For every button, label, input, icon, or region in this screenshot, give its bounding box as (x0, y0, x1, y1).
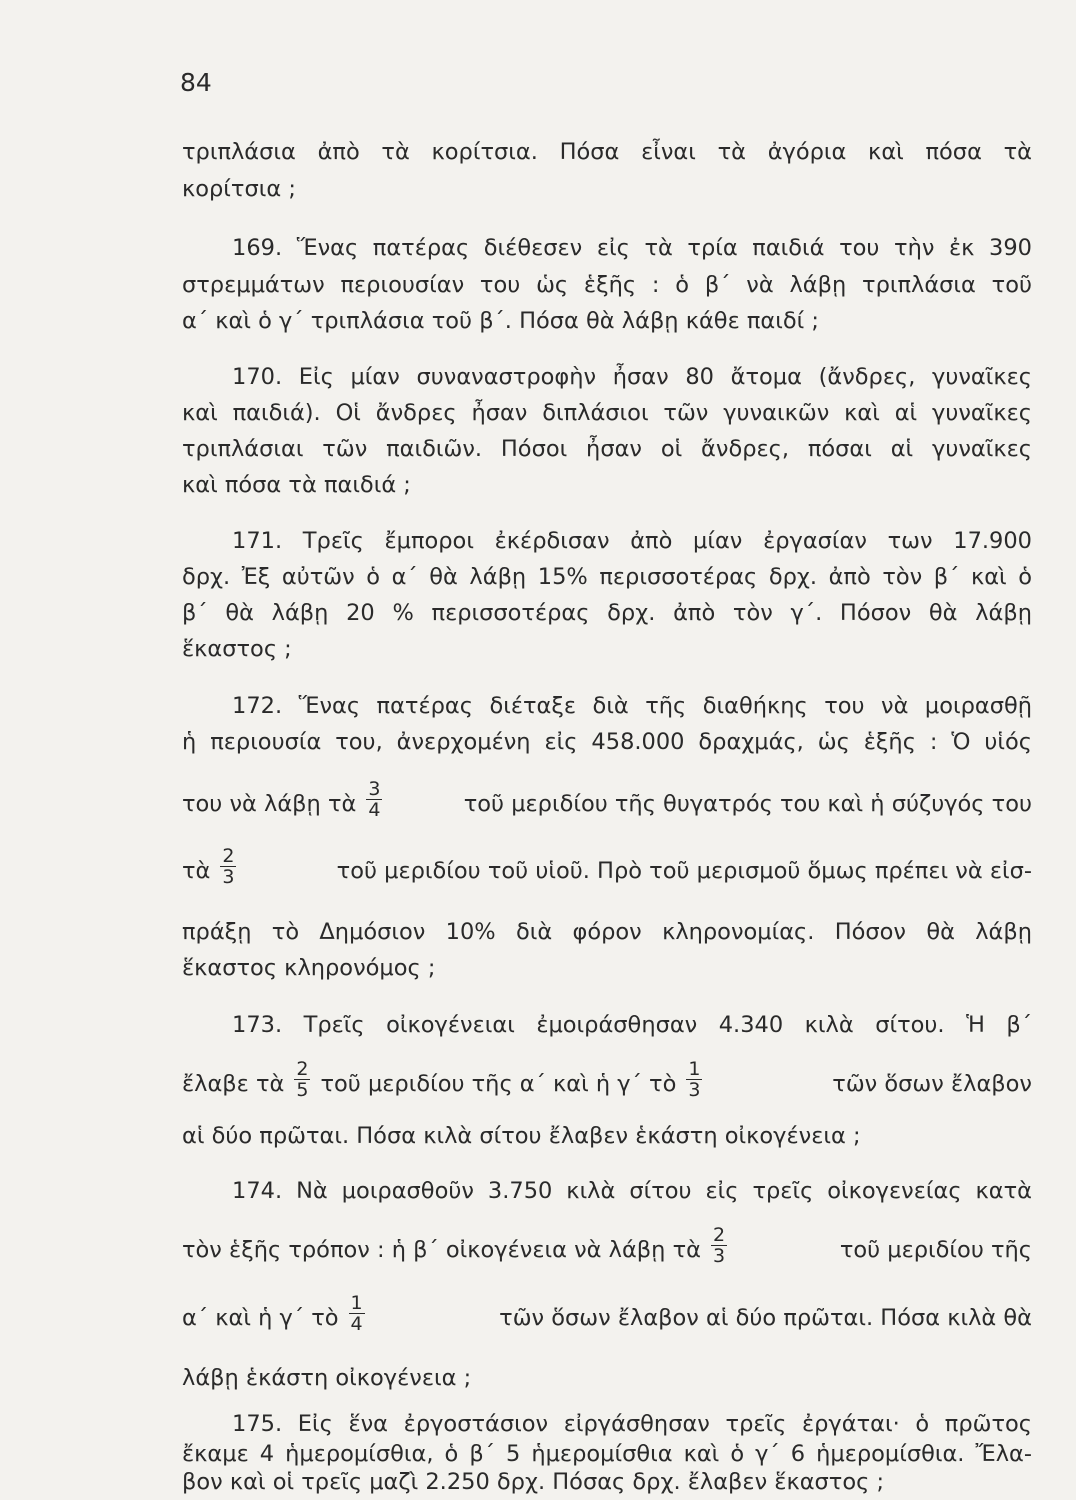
problem-174-line (182, 1224, 1032, 1270)
fraction-denominator: 3 (688, 1079, 701, 1101)
text-segment: τῶν ὅσων ἔλαβον (832, 1070, 1032, 1097)
text-line: κορίτσια ; (182, 176, 296, 202)
problem-174-line: 174. Νὰ μοιρασθοῦν 3.750 κιλὰ σίτου εἰς τρεῖς οἰκογενείας κατὰ (232, 1178, 1032, 1204)
problem-171-line: β΄ θὰ λάβῃ 20 % περισσοτέρας δρχ. ἀπὸ τὸν γ΄. Πόσον θὰ λάβῃ (182, 600, 1032, 626)
problem-173-line: 173. Τρεῖς οἰκογένειαι ἐμοιράσθησαν 4.340 κιλὰ σίτου. Ἡ β΄ (232, 1012, 1032, 1038)
problem-169-line: α΄ καὶ ὁ γ΄ τριπλάσια τοῦ β΄. Πόσα θὰ λάβῃ κάθε παιδί ; (182, 308, 819, 334)
fraction-numerator: 2 (296, 1058, 309, 1080)
problem-175-line: βον καὶ οἱ τρεῖς μαζὶ 2.250 δρχ. Πόσας δρχ. ἔλαβεν ἕκαστος ; (182, 1469, 885, 1495)
problem-174-line: λάβῃ ἑκάστη οἰκογένεια ; (182, 1365, 472, 1391)
problem-173-line (182, 1058, 1032, 1104)
text-segment: τοῦ μεριδίου τοῦ υἱοῦ. Πρὸ τοῦ μερισμοῦ ὅμως πρέπει νὰ εἰσ- (336, 857, 1032, 884)
problem-172-line: πράξῃ τὸ Δημόσιον 10% διὰ φόρον κληρονομίας. Πόσον θὰ λάβῃ (182, 919, 1032, 945)
problem-170-line: καὶ παιδιά). Οἱ ἄνδρες ἦσαν διπλάσιοι τῶν γυναικῶν καὶ αἱ γυναῖκες (182, 400, 1032, 426)
problem-172-line: ἕκαστος κληρονόμος ; (182, 955, 436, 981)
problem-175-line: 175. Εἰς ἕνα ἐργοστάσιον εἰργάσθησαν τρεῖς ἐργάται· ὁ πρῶτος (232, 1411, 1032, 1437)
problem-172-line (182, 778, 1032, 824)
fraction-numerator: 2 (712, 1224, 726, 1246)
text-segment: του νὰ λάβῃ τὰ (182, 790, 357, 817)
text-segment: α΄ καὶ ἡ γ΄ τὸ (182, 1304, 339, 1331)
fraction-2-5 (294, 1059, 310, 1100)
text-segment: τὸν ἑξῆς τρόπον : ἡ β΄ οἰκογένεια νὰ λάβῃ τὰ (182, 1236, 701, 1263)
problem-170-line: τριπλάσιαι τῶν παιδιῶν. Πόσοι ἦσαν οἱ ἄνδρες, πόσαι αἱ γυναῖκες (182, 436, 1032, 462)
problem-170-line: καὶ πόσα τὰ παιδιά ; (182, 472, 411, 498)
problem-172-line (182, 845, 1032, 891)
fraction-3-4 (366, 779, 382, 820)
problem-171-line: 171. Τρεῖς ἔμποροι ἐκέρδισαν ἀπὸ μίαν ἐργασίαν των 17.900 (232, 528, 1032, 554)
fraction-2-3 (220, 846, 236, 887)
fraction-2-3 (711, 1225, 727, 1266)
problem-174-line (182, 1292, 1032, 1338)
fraction-denominator: 4 (350, 1313, 363, 1335)
problem-170-line: 170. Εἰς μίαν συναναστροφὴν ἦσαν 80 ἄτομα (ἄνδρες, γυναῖκες (232, 364, 1032, 390)
fraction-denominator: 3 (712, 1245, 726, 1267)
problem-171-line: ἕκαστος ; (182, 636, 292, 662)
problem-173-line: αἱ δύο πρῶται. Πόσα κιλὰ σίτου ἔλαβεν ἑκάστη οἰκογένεια ; (182, 1123, 861, 1149)
problem-172-line: ἡ περιουσία του, ἀνερχομένη εἰς 458.000 δραχμάς, ὡς ἑξῆς : Ὁ υἱός (182, 729, 1032, 755)
problem-171-line: δρχ. Ἐξ αὐτῶν ὁ α΄ θὰ λάβῃ 15% περισσοτέρας δρχ. ἀπὸ τὸν β΄ καὶ ὁ (182, 564, 1032, 590)
fraction-denominator: 3 (222, 866, 235, 888)
fraction-denominator: 5 (296, 1079, 309, 1101)
fraction-numerator: 2 (222, 845, 235, 867)
fraction-denominator: 4 (368, 799, 381, 821)
fraction-1-3 (686, 1059, 702, 1100)
fraction-numerator: 3 (368, 778, 381, 800)
problem-169-line: στρεμμάτων περιουσίαν του ὡς ἑξῆς : ὁ β΄ νὰ λάβῃ τριπλάσια τοῦ (182, 272, 1032, 298)
text-segment: ἔλαβε τὰ (182, 1070, 285, 1097)
fraction-1-4 (349, 1293, 365, 1334)
problem-169-line: 169. Ἕνας πατέρας διέθεσεν εἰς τὰ τρία παιδιά του τὴν ἐκ 390 (232, 235, 1032, 261)
problem-175-line: ἔκαμε 4 ἡμερομίσθια, ὁ β΄ 5 ἡμερομίσθια καὶ ὁ γ΄ 6 ἡμερομίσθια. Ἔλα- (182, 1441, 1032, 1467)
text-segment: τῶν ὅσων ἔλαβον αἱ δύο πρῶται. Πόσα κιλὰ θὰ (499, 1304, 1032, 1331)
text-segment: τοῦ μεριδίου τῆς α΄ καὶ ἡ γ΄ τὸ (320, 1070, 677, 1097)
text-segment: τὰ (182, 857, 211, 884)
text-segment: τοῦ μεριδίου τῆς θυγατρός του καὶ ἡ σύζυγός του (463, 790, 1032, 817)
problem-172-line: 172. Ἕνας πατέρας διέταξε διὰ τῆς διαθήκης του νὰ μοιρασθῇ (232, 693, 1032, 719)
text-segment: τοῦ μεριδίου τῆς (839, 1236, 1032, 1263)
fraction-numerator: 1 (350, 1292, 363, 1314)
fraction-numerator: 1 (688, 1058, 701, 1080)
page-number: 84 (180, 68, 212, 97)
text-line: τριπλάσια ἀπὸ τὰ κορίτσια. Πόσα εἶναι τὰ ἀγόρια καὶ πόσα τὰ (182, 139, 1032, 165)
